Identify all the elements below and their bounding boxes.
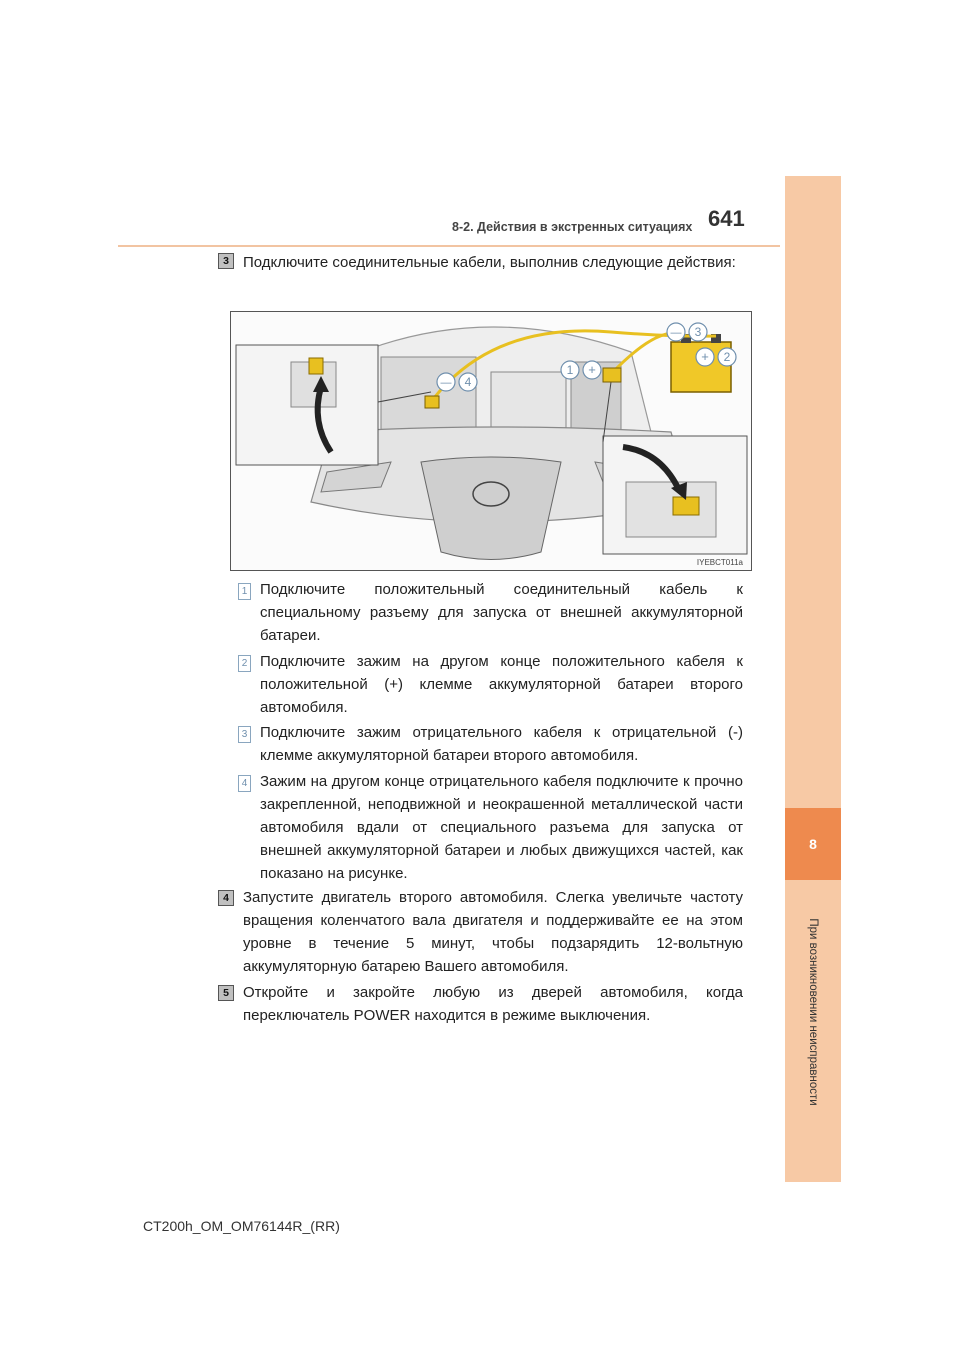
- page-number: 641: [708, 206, 745, 231]
- callout-sign: +: [588, 362, 596, 377]
- substep-number: 2: [238, 655, 251, 672]
- clamp-ground: [425, 396, 439, 408]
- inverter-cover: [491, 372, 566, 432]
- callout-sign: —: [440, 377, 452, 389]
- chapter-title-vertical: При возникновении неисправности: [807, 918, 819, 1106]
- callout-number: 4: [464, 375, 472, 389]
- substep-text: Зажим на другом конце отрицательного кабеля подключите к прочно закрепленной, неподвижной и неокрашенной металлической части автомобиля вдали от специального разъема для запуска от внешней аккумуляторной батареи и любых движущихся частей, как показано на рисунке.: [260, 773, 743, 882]
- step-number-badge: 5: [218, 985, 234, 1001]
- section-title: 8-2. Действия в экстренных ситуациях: [452, 220, 693, 234]
- substep-number: 4: [238, 775, 251, 792]
- callout-number: 2: [723, 350, 731, 364]
- figure-code: IYEBCT011a: [696, 558, 743, 567]
- step-number-badge: 4: [218, 890, 234, 906]
- step-text: Запустите двигатель второго автомобиля. Слегка увеличьте частоту вращения коленчатого вала двигателя и поддерживайте ее на этом уровне в течение 5 минут, чтобы подзарядить 12-вольтную аккумуляторную батарею Вашего автомобиля.: [243, 889, 743, 975]
- substep-number: 3: [238, 726, 251, 743]
- engine-bay-illustration: [230, 311, 752, 571]
- callout-sign: +: [701, 349, 709, 364]
- step-text: Откройте и закройте любую из дверей автомобиля, когда переключатель POWER находится в режиме выключения.: [243, 984, 743, 1024]
- substep-number: 1: [238, 583, 251, 600]
- inset-fuse-box: [626, 482, 716, 537]
- substep-text: Подключите зажим на другом конце положительного кабеля к положительной (+) клемме аккумуляторной батареи второго автомобиля.: [260, 653, 743, 716]
- document-code: CT200h_OM_OM76144R_(RR): [143, 1218, 340, 1234]
- clamp-positive-terminal: [603, 368, 621, 382]
- header-divider: [118, 245, 780, 247]
- step-number-badge: 3: [218, 253, 234, 269]
- substep-text: Подключите зажим отрицательного кабеля к отрицательной (-) клемме аккумуляторной батареи второго автомобиля.: [260, 724, 743, 764]
- ground-point-marker: [309, 358, 323, 374]
- spindle-grille: [421, 457, 561, 560]
- engine-bay-drawing: [231, 312, 751, 570]
- chapter-number-tab: 8: [785, 808, 841, 880]
- step-text: Подключите соединительные кабели, выполнив следующие действия:: [243, 254, 736, 271]
- substep-text: Подключите положительный соединительный кабель к специальному разъему для запуска от внешней аккумуляторной батареи.: [260, 581, 743, 644]
- callout-sign: —: [670, 327, 682, 339]
- callout-number: 3: [694, 325, 702, 339]
- callout-number: 1: [566, 363, 574, 377]
